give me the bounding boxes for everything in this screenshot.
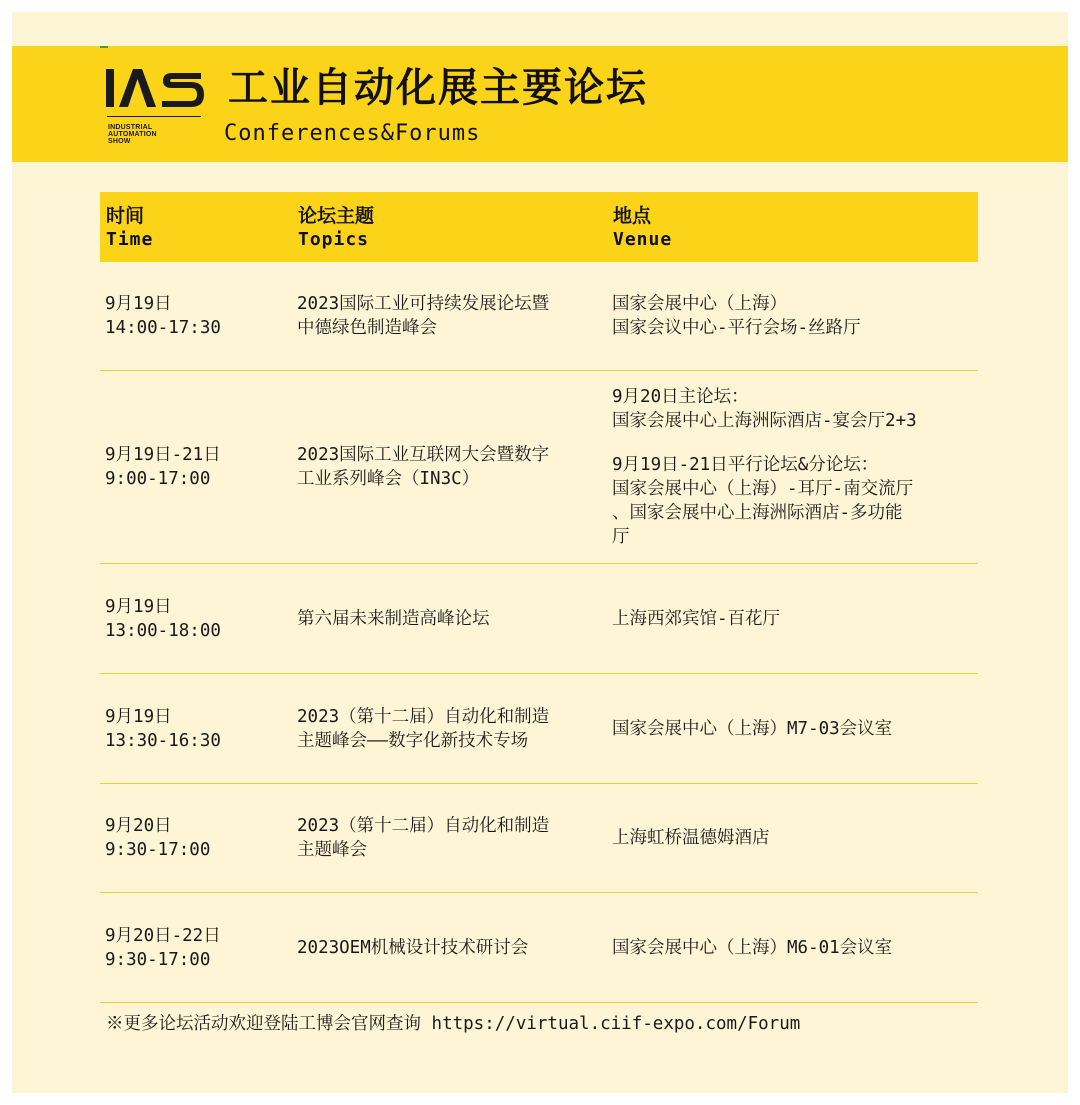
column-header-venue — [613, 204, 672, 252]
topic-cell-line: 2023国际工业可持续发展论坛暨 — [297, 294, 550, 314]
page-title: 工业自动化展主要论坛 — [228, 65, 648, 111]
time-cell-line: 9月20日-22日 — [105, 925, 221, 946]
venue-cell — [612, 564, 978, 673]
time-cell — [105, 262, 285, 370]
venue-cell-line: 9月19日-21日平行论坛&分论坛： — [612, 455, 879, 475]
time-cell-line: 9月19日 — [105, 596, 172, 617]
column-header-en: Time — [106, 229, 154, 250]
column-header-en: Venue — [613, 229, 673, 250]
time-cell — [105, 371, 285, 563]
table-header — [100, 192, 978, 262]
topic-cell — [297, 674, 597, 783]
column-header-cn: 地点 — [613, 205, 652, 227]
venue-gap — [612, 433, 978, 453]
topic-cell-line: 主题峰会——数字化新技术专场 — [297, 730, 529, 751]
table-row — [100, 262, 978, 371]
topic-cell-line: 2023（第十二届）自动化和制造 — [297, 816, 550, 836]
venue-cell-line: 、国家会展中心上海洲际酒店-多功能 — [612, 503, 903, 523]
topic-cell-line: 2023OEM机械设计技术研讨会 — [297, 937, 529, 958]
time-cell — [105, 564, 285, 673]
venue-cell-line: 国家会展中心（上海）-耳厅-南交流厅 — [612, 479, 914, 499]
logo-rule — [107, 116, 201, 117]
page-subtitle: Conferences&Forums — [224, 121, 481, 146]
time-cell-line: 13:00-18:00 — [105, 620, 221, 641]
venue-cell — [612, 893, 978, 1002]
table-row — [100, 784, 978, 893]
venue-cell-line: 国家会展中心上海洲际酒店-宴会厅2+3 — [612, 411, 917, 431]
time-cell-line: 9月19日 — [105, 706, 172, 727]
time-cell-line: 14:00-17:30 — [105, 318, 221, 338]
topic-cell-line: 第六届未来制造高峰论坛 — [297, 608, 490, 629]
topic-cell-line: 2023国际工业互联网大会暨数字 — [297, 445, 550, 465]
venue-cell — [612, 371, 978, 563]
venue-cell — [612, 674, 978, 783]
banner-accent — [100, 46, 108, 48]
forum-table — [100, 192, 978, 1003]
time-cell-line: 13:30-16:30 — [105, 730, 221, 751]
topic-cell — [297, 262, 597, 370]
table-body — [100, 262, 978, 1003]
time-cell — [105, 784, 285, 892]
time-cell-line: 9:00-17:00 — [105, 469, 211, 489]
venue-cell-line: 国家会展中心（上海） — [612, 294, 787, 314]
table-row — [100, 893, 978, 1003]
time-cell — [105, 674, 285, 783]
topic-cell — [297, 784, 597, 892]
topic-cell-line: 主题峰会 — [297, 840, 367, 860]
venue-cell-line: 国家会议中心-平行会场-丝路厅 — [612, 318, 861, 338]
venue-cell-line: 9月20日主论坛： — [612, 387, 749, 407]
venue-cell — [612, 262, 978, 370]
time-cell-line: 9月20日 — [105, 816, 172, 836]
column-header-time — [106, 204, 153, 252]
topic-cell-line: 工业系列峰会（IN3C） — [297, 469, 480, 489]
topic-cell — [297, 371, 597, 563]
venue-cell-line: 上海虹桥温德姆酒店 — [612, 828, 770, 848]
table-row — [100, 371, 978, 564]
venue-cell-line: 国家会展中心（上海）M6-01会议室 — [612, 937, 893, 958]
column-header-topics — [298, 204, 374, 252]
venue-cell-line: 厅 — [612, 527, 630, 547]
topic-cell-line: 中德绿色制造峰会 — [297, 318, 437, 338]
time-cell-line: 9:30-17:00 — [105, 949, 211, 970]
venue-cell-line: 上海西郊宾馆-百花厅 — [612, 608, 781, 629]
topic-cell — [297, 893, 597, 1002]
column-header-cn: 论坛主题 — [298, 205, 375, 227]
topic-cell-line: 2023（第十二届）自动化和制造 — [297, 706, 550, 727]
topic-cell — [297, 564, 597, 673]
venue-cell — [612, 784, 978, 892]
time-cell-line: 9月19日-21日 — [105, 445, 221, 465]
ias-logo — [106, 66, 206, 156]
time-cell-line: 9:30-17:00 — [105, 840, 211, 860]
column-header-cn: 时间 — [106, 205, 145, 227]
time-cell — [105, 893, 285, 1002]
table-row — [100, 674, 978, 784]
logo-line-3: SHOW — [108, 138, 131, 145]
ias-logo-mark — [106, 66, 204, 110]
time-cell-line: 9月19日 — [105, 294, 172, 314]
footer-note: ※更多论坛活动欢迎登陆工博会官网查询 https://virtual.ciif-expo.com/Forum — [106, 1014, 801, 1034]
column-header-en: Topics — [298, 229, 370, 250]
logo-line-2: AUTOMATION — [108, 131, 157, 138]
venue-cell-line: 国家会展中心（上海）M7-03会议室 — [612, 718, 893, 739]
table-row — [100, 564, 978, 674]
logo-line-1: INDUSTRIAL — [108, 124, 153, 131]
